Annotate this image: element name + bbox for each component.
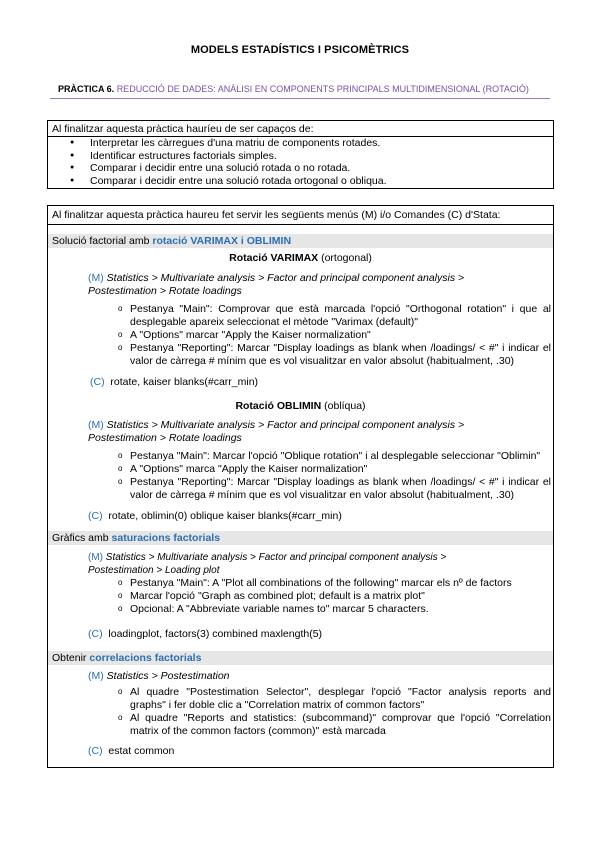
loadings-step: o Marcar l'opció "Graph as combined plot; default is a matrix plot"	[118, 590, 551, 603]
oblimin-command: (C) rotate, oblimin(0) oblique kaiser blanks(#carr_min)	[88, 510, 342, 522]
objectives-box	[47, 120, 554, 189]
objective-item: ● Comparar i decidir entre una solució rotada o no rotada.	[70, 162, 575, 175]
loadings-menu-path: (M) Statistics > Multivariate analysis > Factor and principal component analysis > Postestimation > Loading plot	[88, 552, 447, 576]
loadings-command: (C) loadingplot, factors(3) combined maxlength(5)	[88, 628, 323, 640]
objectives-list	[48, 137, 553, 187]
section-heading-rotation: Solució factorial amb rotació VARIMAX i OBLIMIN	[48, 234, 553, 248]
practice-subtitle	[58, 84, 543, 94]
varimax-command: (C) rotate, kaiser blanks(#carr_min)	[90, 376, 259, 388]
section-heading-loadings: Gràfics amb saturacions factorials	[48, 531, 553, 545]
varimax-step: o Pestanya "Main": Comprovar que està marcada l'opció "Orthogonal rotation" i que al desplegable apareix seleccionat el mètode "Varimax (default)"	[118, 303, 551, 328]
varimax-step: o A "Options" marcar "Apply the Kaiser normalization"	[118, 329, 551, 342]
oblimin-step: o Pestanya "Main": Marcar l'opció "Oblique rotation" i al desplegable seleccionar "Oblimin"	[118, 450, 551, 463]
correlations-command: (C) estat common	[88, 745, 175, 757]
section-heading-correlations: Obtenir correlacions factorials	[48, 651, 553, 665]
objective-item: ● Identificar estructures factorials simples.	[70, 150, 575, 163]
practice-title: REDUCCIÓ DE DADES: ANÀLISI EN COMPONENTS PRINCIPALS MULTIDIMENSIONAL (ROTACIÓ)	[116, 84, 529, 94]
subtitle-rule	[50, 98, 550, 99]
oblimin-step: o Pestanya "Reporting": Marcar "Display loadings as blank when /loadings/ < #" i indicar el valor de càrrega # mínim que es vol visualitzar en valor absolut (habitualment, .30)	[118, 476, 551, 501]
varimax-heading: Rotació VARIMAX (ortogonal)	[229, 252, 372, 264]
loadings-step: o Opcional: A "Abbreviate variable names to" marcar 5 characters.	[118, 603, 551, 616]
varimax-step: o Pestanya "Reporting": Marcar "Display loadings as blank when /loadings/ < #" i indicar el valor de càrrega # mínim que es vol visualitzar en valor absolut (habitualment, .30)	[118, 342, 551, 367]
objectives-lead: Al finalitzar aquesta pràctica hauríeu de ser capaços de:	[48, 121, 553, 137]
objective-item: ● Interpretar les càrregues d'una matriu de components rotades.	[70, 137, 575, 150]
oblimin-heading: Rotació OBLIMIN (oblíqua)	[235, 400, 366, 412]
oblimin-step: o A "Options" marca "Apply the Kaiser normalization"	[118, 463, 551, 476]
correlations-step: o Al quadre "Postestimation Selector", desplegar l'opció "Factor analysis reports and graphs" i fer doble clic a "Correlation matrix of common factors"	[118, 686, 551, 711]
objective-item: ● Comparar i decidir entre una solució rotada ortogonal o obliqua.	[70, 175, 575, 188]
loadings-step: o Pestanya "Main": A "Plot all combinations of the following" marcar els nº de factors	[118, 577, 551, 590]
menus-lead: Al finalitzar aquesta pràctica haureu fet servir les següents menús (M) i/o Comandes (C) d'Stata:	[48, 206, 553, 225]
practice-label: PRÀCTICA 6.	[58, 84, 115, 94]
correlations-menu-path: (M) Statistics > Postestimation	[88, 670, 230, 682]
oblimin-menu-path: (M) Statistics > Multivariate analysis > Factor and principal component analysis > Postestimation > Rotate loadings	[88, 419, 465, 444]
varimax-menu-path: (M) Statistics > Multivariate analysis > Factor and principal component analysis > Postestimation > Rotate loadings	[88, 272, 465, 297]
document-title: MODELS ESTADÍSTICS I PSICOMÈTRICS	[190, 44, 410, 56]
correlations-step: o Al quadre "Reports and statistics: (subcommand)" comprovar que l'opció "Correlation matrix of the common factors (common)" està marcada	[118, 712, 551, 737]
